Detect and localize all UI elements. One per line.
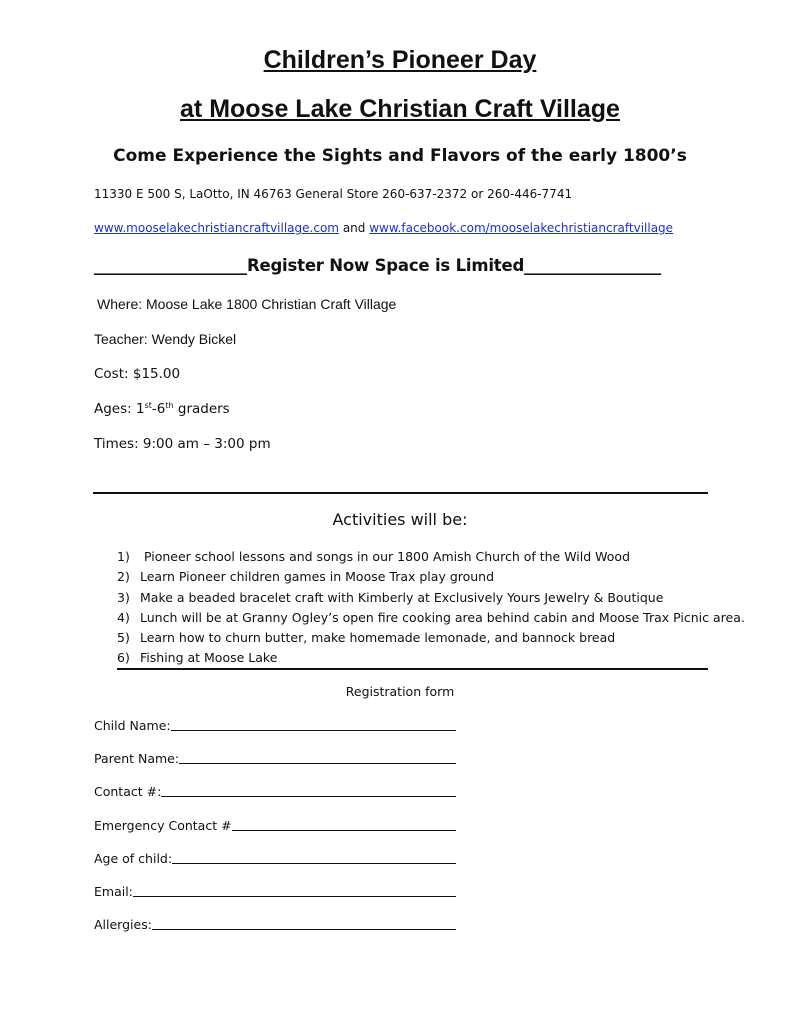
item-text: Make a beaded bracelet craft with Kimberly at Exclusively Yours Jewelry & Boutique (140, 589, 664, 605)
register-banner: ___________________Register Now Space is Limited_________________ (94, 256, 661, 275)
field-blank-line[interactable] (171, 730, 456, 731)
email-field[interactable] (94, 883, 456, 899)
list-item (117, 547, 745, 567)
links-line (94, 221, 673, 235)
teacher-text: Teacher: Wendy Bickel (94, 331, 237, 347)
ages-suffix: graders (173, 401, 230, 417)
item-text: Lunch will be at Granny Ogley’s open fire cooking area behind cabin and Moose Trax Picnic area. (140, 609, 745, 625)
child-name-field[interactable] (94, 717, 456, 733)
activities-list (117, 547, 745, 669)
parent-name-field[interactable] (94, 750, 456, 766)
link-joiner: and (342, 221, 366, 235)
item-text: Learn how to churn butter, make homemade lemonade, and bannock bread (140, 630, 616, 646)
page-title-line-1: Children’s Pioneer Day (263, 46, 537, 74)
item-number: 6) (117, 650, 130, 666)
item-number: 5) (117, 630, 130, 646)
list-item (117, 588, 745, 608)
field-blank-line[interactable] (232, 830, 456, 831)
field-blank-line[interactable] (179, 763, 456, 764)
ages-prefix: Ages: 1 (94, 401, 145, 417)
facebook-link[interactable]: www.facebook.com/mooselakechristiancraftvillage (369, 221, 674, 235)
times-text: Times: 9:00 am – 3:00 pm (94, 436, 271, 452)
item-text: Learn Pioneer children games in Moose Trax play ground (140, 569, 495, 585)
list-item (117, 648, 745, 668)
field-blank-line[interactable] (172, 863, 456, 864)
age-of-child-field[interactable] (94, 850, 456, 866)
ages-mid: -6 (151, 401, 166, 417)
item-number: 1) (117, 549, 130, 564)
registration-title: Registration form (345, 684, 455, 699)
field-label: Emergency Contact # (94, 818, 232, 833)
item-number: 2) (117, 569, 130, 585)
field-label: Email: (94, 884, 133, 899)
ages-text (94, 401, 230, 417)
field-blank-line[interactable] (161, 796, 456, 797)
ages-sup-2: th (165, 401, 174, 410)
field-label: Age of child: (94, 851, 173, 866)
field-blank-line[interactable] (152, 929, 456, 930)
address-line: 11330 E 500 S, LaOtto, IN 46763 General Store 260-637-2372 or 260-446-7741 (94, 187, 573, 201)
emergency-contact-field[interactable] (94, 817, 456, 833)
item-text: Pioneer school lessons and songs in our 1800 Amish Church of the Wild Wood (140, 549, 631, 564)
subtitle: Come Experience the Sights and Flavors of the early 1800’s (113, 146, 687, 166)
divider-top (93, 492, 708, 494)
allergies-field[interactable] (94, 916, 456, 932)
list-item (117, 628, 745, 648)
cost-text: Cost: $15.00 (94, 366, 181, 382)
ages-sup-1: st (144, 401, 152, 410)
item-number: 3) (117, 589, 130, 605)
field-blank-line[interactable] (133, 896, 456, 897)
list-item (117, 567, 745, 587)
contact-number-field[interactable] (94, 783, 456, 799)
field-label: Allergies: (94, 917, 152, 932)
activities-heading: Activities will be: (332, 510, 468, 529)
website-link[interactable]: www.mooselakechristiancraftvillage.com (94, 221, 339, 235)
where-text: Where: Moose Lake 1800 Christian Craft Village (97, 296, 397, 312)
list-item (117, 608, 745, 628)
field-label: Contact #: (94, 784, 162, 799)
page-title-line-2: at Moose Lake Christian Craft Village (180, 95, 620, 123)
item-text: Fishing at Moose Lake (140, 650, 278, 666)
field-label: Child Name: (94, 718, 171, 733)
field-label: Parent Name: (94, 751, 180, 766)
item-number: 4) (117, 609, 130, 625)
divider-bottom (117, 668, 708, 670)
